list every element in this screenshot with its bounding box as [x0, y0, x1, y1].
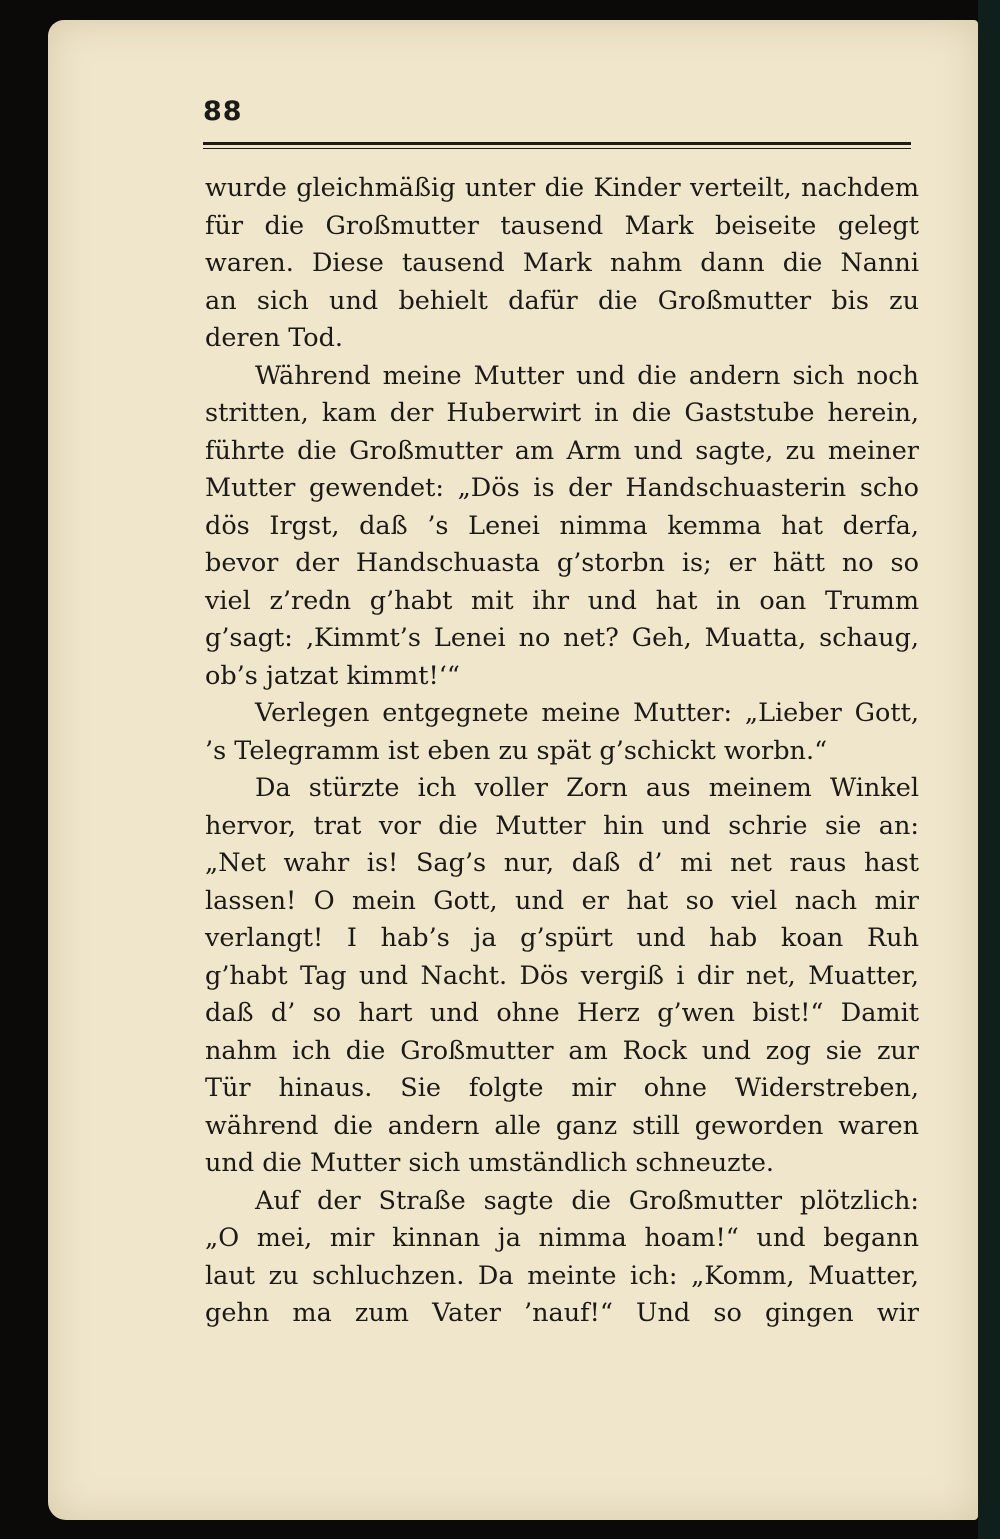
- text-line: ’s Telegramm ist eben zu spät g’schickt worbn.“: [205, 735, 828, 766]
- text-line: und die Mutter sich umständlich schneuzte.: [205, 1148, 775, 1178]
- page-number: 88: [203, 96, 243, 127]
- text-line: hervor, trat vor die Mutter hin und schrie sie an:: [205, 810, 919, 841]
- text-line: stritten, kam der Huberwirt in die Gaststube herein,: [205, 398, 919, 428]
- text-line: nahm ich die Großmutter am Rock und zog sie zur: [205, 1035, 919, 1066]
- text-line: lassen! O mein Gott, und er hat so viel nach mir: [205, 885, 919, 916]
- text-line: bevor der Handschuasta g’storbn is; er hätt no so: [205, 548, 919, 578]
- text-line: waren. Diese tausend Mark nahm dann die Nanni: [205, 248, 919, 278]
- text-line: führte die Großmutter am Arm und sagte, zu meiner: [205, 435, 919, 466]
- text-line: „O mei, mir kinnan ja nimma hoam!“ und begann: [205, 1223, 919, 1253]
- text-line: an sich und behielt dafür die Großmutter bis zu: [205, 285, 919, 316]
- body-text: [205, 170, 919, 1333]
- text-line: wurde gleichmäßig unter die Kinder verteilt, nachdem: [205, 173, 919, 203]
- text-line: viel z’redn g’habt mit ihr und hat in oan Trumm: [205, 585, 919, 616]
- text-line: ob’s jatzat kimmt!‘“: [205, 660, 460, 691]
- text-line: Da stürzte ich voller Zorn aus meinem Winkel: [255, 773, 919, 803]
- text-line: gehn ma zum Vater ’nauf!“ Und so gingen wir: [205, 1298, 919, 1328]
- text-line: dös Irgst, daß ’s Lenei nimma kemma hat derfa,: [205, 510, 919, 541]
- text-line: Verlegen entgegnete meine Mutter: „Lieber Gott,: [255, 698, 919, 728]
- text-line: während die andern alle ganz still geworden waren: [205, 1110, 919, 1141]
- text-line: laut zu schluchzen. Da meinte ich: „Komm, Muatter,: [205, 1260, 919, 1291]
- header-rule: [203, 142, 911, 149]
- text-line: Während meine Mutter und die andern sich noch: [255, 360, 919, 391]
- book-cover-edge: [978, 0, 1000, 1539]
- text-line: für die Großmutter tausend Mark beiseite gelegt: [205, 210, 919, 241]
- text-line: g’sagt: ‚Kimmt’s Lenei no net? Geh, Muatta, schaug,: [205, 623, 919, 653]
- text-line: daß d’ so hart und ohne Herz g’wen bist!“ Damit: [205, 998, 919, 1028]
- text-line: g’habt Tag und Nacht. Dös vergiß i dir net, Muatter,: [205, 960, 919, 991]
- text-line: „Net wahr is! Sag’s nur, daß d’ mi net raus hast: [205, 848, 919, 878]
- text-line: Mutter gewendet: „Dös is der Handschuasterin scho: [205, 473, 919, 503]
- text-line: verlangt! I hab’s ja g’spürt und hab koan Ruh: [205, 923, 919, 953]
- text-line: Tür hinaus. Sie folgte mir ohne Widerstreben,: [205, 1073, 919, 1103]
- text-line: Auf der Straße sagte die Großmutter plötzlich:: [255, 1185, 919, 1216]
- text-line: deren Tod.: [205, 323, 344, 353]
